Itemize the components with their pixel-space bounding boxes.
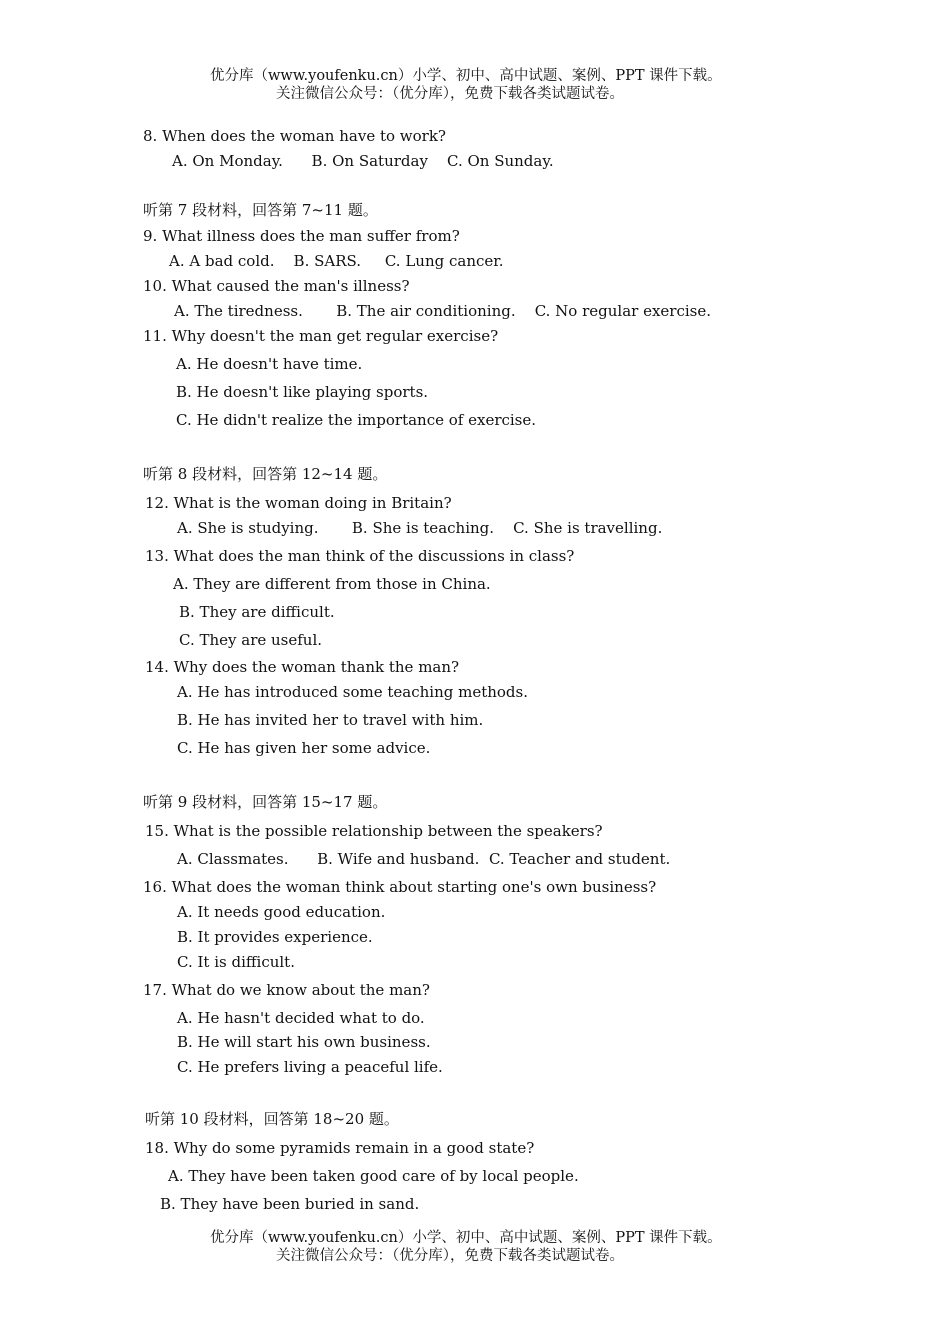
- question-12-options: A. She is studying. B. She is teaching. C. She is travelling.: [177, 519, 663, 537]
- question-17-option-c: C. He prefers living a peaceful life.: [177, 1058, 443, 1076]
- question-18-option-a: A. They have been taken good care of by local people.: [168, 1167, 579, 1185]
- question-11: 11. Why doesn't the man get regular exercise?: [143, 327, 499, 345]
- question-16: 16. What does the woman think about starting one's own business?: [143, 878, 657, 896]
- question-9-options: A. A bad cold. B. SARS. C. Lung cancer.: [169, 252, 504, 270]
- question-16-option-b: B. It provides experience.: [177, 928, 373, 946]
- question-16-option-c: C. It is difficult.: [177, 953, 295, 971]
- question-11-option-a: A. He doesn't have time.: [176, 355, 363, 373]
- question-17-option-a: A. He hasn't decided what to do.: [177, 1009, 425, 1027]
- question-8: 8. When does the woman have to work?: [143, 127, 446, 145]
- question-17-option-b: B. He will start his own business.: [177, 1033, 431, 1051]
- header-line-1: 优分库（www.youfenku.cn）小学、初中、高中试题、案例、PPT 课件下载。: [210, 68, 722, 84]
- section-7-title: 听第 7 段材料，回答第 7~11 题。: [143, 201, 378, 219]
- footer-line-2: 关注微信公众号：（优分库），免费下载各类试题试卷。: [276, 1248, 624, 1264]
- question-14-option-b: B. He has invited her to travel with him.: [177, 711, 484, 729]
- section-8-title: 听第 8 段材料，回答第 12~14 题。: [143, 465, 388, 483]
- footer-line-1: 优分库（www.youfenku.cn）小学、初中、高中试题、案例、PPT 课件下载。: [210, 1230, 722, 1246]
- question-10: 10. What caused the man's illness?: [143, 277, 410, 295]
- question-15: 15. What is the possible relationship between the speakers?: [145, 822, 603, 840]
- question-13-option-b: B. They are difficult.: [179, 603, 335, 621]
- question-11-option-b: B. He doesn't like playing sports.: [176, 383, 429, 401]
- question-13-option-c: C. They are useful.: [179, 631, 323, 649]
- question-13: 13. What does the man think of the discussions in class?: [145, 547, 575, 565]
- question-15-options: A. Classmates. B. Wife and husband. C. Teacher and student.: [177, 850, 671, 868]
- question-16-option-a: A. It needs good education.: [177, 903, 386, 921]
- question-14-option-c: C. He has given her some advice.: [177, 739, 431, 757]
- question-11-option-c: C. He didn't realize the importance of exercise.: [176, 411, 537, 429]
- section-10-title: 听第 10 段材料，回答第 18~20 题。: [145, 1110, 399, 1128]
- question-8-options: A. On Monday. B. On Saturday C. On Sunday.: [172, 152, 554, 170]
- question-14: 14. Why does the woman thank the man?: [145, 658, 460, 676]
- section-9-title: 听第 9 段材料，回答第 15~17 题。: [143, 793, 388, 811]
- question-10-options: A. The tiredness. B. The air conditioning. C. No regular exercise.: [174, 302, 712, 320]
- question-13-option-a: A. They are different from those in China.: [173, 575, 491, 593]
- question-12: 12. What is the woman doing in Britain?: [145, 494, 452, 512]
- question-18: 18. Why do some pyramids remain in a good state?: [145, 1139, 535, 1157]
- question-9: 9. What illness does the man suffer from?: [143, 227, 460, 245]
- header-line-2: 关注微信公众号：（优分库），免费下载各类试题试卷。: [276, 86, 624, 102]
- question-18-option-b: B. They have been buried in sand.: [160, 1195, 420, 1213]
- question-14-option-a: A. He has introduced some teaching methods.: [177, 683, 528, 701]
- question-17: 17. What do we know about the man?: [143, 981, 430, 999]
